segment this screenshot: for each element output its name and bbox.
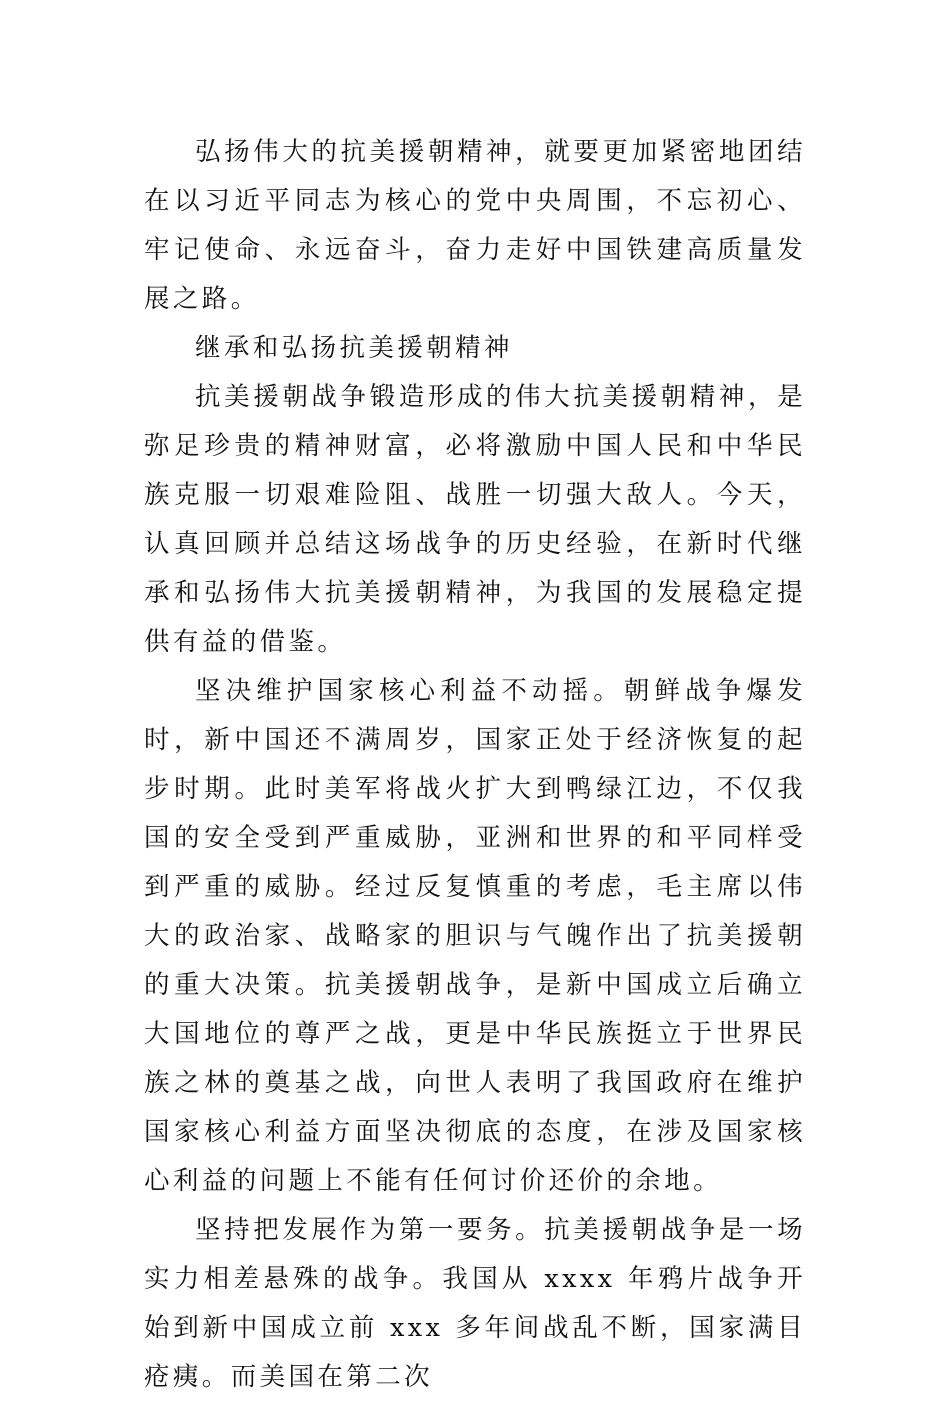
paragraph-intro: 弘扬伟大的抗美援朝精神，就要更加紧密地团结在以习近平同志为核心的党中央周围，不忘初心、牢记使命、永远奋斗，奋力走好中国铁建高质量发展之路。 bbox=[144, 137, 806, 314]
section-heading: 继承和弘扬抗美援朝精神 bbox=[195, 333, 513, 363]
document-body bbox=[144, 128, 806, 1402]
paragraph-spirit: 抗美援朝战争锻造形成的伟大抗美援朝精神，是弥足珍贵的精神财富，必将激励中国人民和中华民族克服一切艰难险阻、战胜一切强大敌人。今天，认真回顾并总结这场战争的历史经验，在新时代继承和弘扬伟大抗美援朝精神，为我国的发展稳定提供有益的借鉴。 bbox=[144, 382, 806, 657]
paragraph-core-interests: 坚决维护国家核心利益不动摇。朝鲜战争爆发时，新中国还不满周岁，国家正处于经济恢复的起步时期。此时美军将战火扩大到鸭绿江边，不仅我国的安全受到严重威胁，亚洲和世界的和平同样受到严重的威胁。经过反复慎重的考虑，毛主席以伟大的政治家、战略家的胆识与气魄作出了抗美援朝的重大决策。抗美援朝战争，是新中国成立后确立大国地位的尊严之战，更是中华民族挺立于世界民族之林的奠基之战，向世人表明了我国政府在维护国家核心利益方面坚决彻底的态度，在涉及国家核心利益的问题上不能有任何讨价还价的余地。 bbox=[144, 676, 806, 1196]
paragraph-development: 坚持把发展作为第一要务。抗美援朝战争是一场实力相差悬殊的战争。我国从 xxxx 年鸦片战争开始到新中国成立前 xxx 多年间战乱不断，国家满目疮痍。而美国在第二次 bbox=[144, 1215, 806, 1392]
